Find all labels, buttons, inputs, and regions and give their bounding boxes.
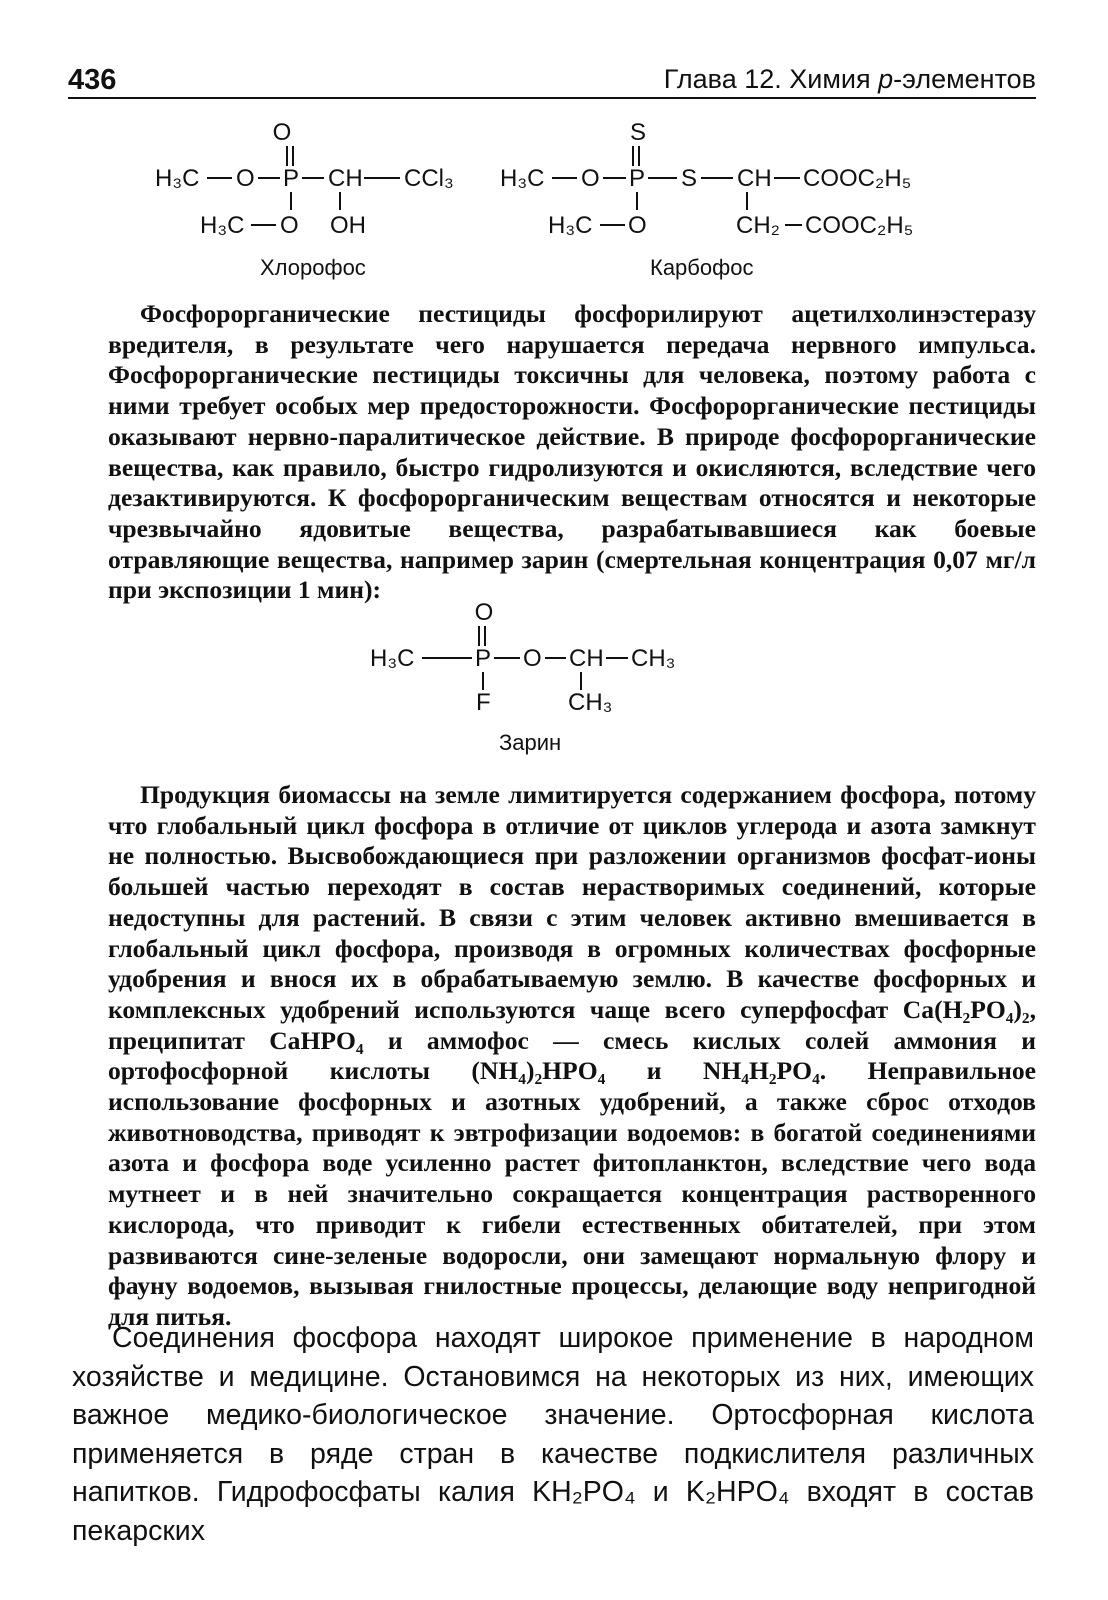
karbofos-o-link: O [581,165,600,192]
chlorofos-p: P [283,165,300,192]
karbofos-cooc2h5: COOC₂H₅ [803,165,912,192]
formula-sarin [0,0,1108,760]
sarin-p: P [475,645,492,672]
sarin-ch3: CH₃ [631,645,676,672]
karbofos-ch: CH [737,165,772,192]
karbofos-o-2: O [628,212,647,239]
sarin-caption: Зарин [499,730,562,755]
karbofos-caption: Карбофос [650,255,754,280]
paragraph-applications: Соединения фосфора находят широкое применение в народном хозяйстве и медицине. Остановимся на некоторых из них, имеющих важное медико-биологическое значение. Ортосфорная кислота применяется в ряде стран в качестве подкислителя различных напитков. Гидрофосфаты калия KH₂PO₄ и K₂HPO₄ входят в состав пекарских [72,1322,1034,1547]
chlorofos-h3c: H₃C [155,165,200,192]
karbofos-s-link: S [681,165,698,192]
sarin-o-link: O [523,645,542,672]
chlorofos-o-top: O [272,119,292,146]
sarin-o-top: O [474,599,494,626]
karbofos-ch2: CH₂ [736,212,780,239]
running-head-suffix: -элементов [893,64,1036,94]
karbofos-p: P [629,165,646,192]
page-number: 436 [68,64,117,96]
paragraph-biomass: Продукция биомассы на земле лимитируется содержанием фосфора, потому что глобальный цикл фосфора в отличие от циклов углерода и азота замкнут не полностью. Высвобождающиеся при разложении организмов фосфат-ионы большей частью переходят в состав нерастворимых соединений, которые недоступны для растений. В связи с этим человек активно вмешивается в глобальный цикл фосфора, производя в огромных количествах фосфорные удобрения и внося их в обрабатываемую землю. В качестве фосфорных и комплексных удобрений используются чаще всего суперфосфат Ca(H₂PO₄)₂, преципитат CaHPO₄ и аммофос — смесь кислых солей аммония и ортофосфорной кислоты (NH₄)₂HPO₄ и NH₄H₂PO₄. Неправильное использование фосфорных и азотных удобрений, а также сброс отходов животноводства, приводят к эвтрофизации водоемов: в богатой соединениями азота и фосфора воде усиленно растет фитопланктон, вследствие чего вода мутнеет и в ней значительно сокращается концентрация растворенного кислорода, что приводит к гибели естественных обитателей, при этом развиваются сине-зеленые водоросли, они замещают нормальную флору и фауну водоемов, вызывая гнилостные процессы, делающие воду непригодной для питья. [108,780,1036,1331]
chlorofos-o-link: O [236,165,255,192]
karbofos-s-top: S [629,119,647,146]
karbofos-cooc2h5-2: COOC₂H₅ [805,212,914,239]
chlorofos-h3c-2: H₃C [200,212,245,239]
karbofos-h3c-2: H₃C [548,212,593,239]
sarin-h3c: H₃C [370,645,415,672]
chlorofos-o-2: O [280,212,299,239]
sarin-structure [370,599,675,755]
sarin-ch: CH [569,645,604,672]
running-head-prefix: Глава 12. Химия [663,64,879,94]
karbofos-h3c: H₃C [500,165,545,192]
sarin-ch3-2: CH₃ [568,689,613,716]
chlorofos-ch: CH [328,165,363,192]
chlorofos-ccl3: CCl₃ [404,165,454,192]
paragraph-pesticides: Фосфорорганические пестициды фосфорилируют ацетилхолинэстеразу вредителя, в результате чего нарушается передача нервного импульса. Фосфорорганические пестициды токсичны для человека, поэтому работа с ними требует особых мер предосторожности. Фосфорорганические пестициды оказывают нервно-паралитическое действие. В природе фосфорорганические вещества, как правило, быстро гидролизуются и окисляются, вследствие чего дезактивируются. К фосфорорганическим веществам относятся и некоторые чрезвычайно ядовитые вещества, разрабатывавшиеся как боевые отравляющие вещества, например зарин (смертельная концентрация 0,07 мг/л при экспозиции 1 мин): [108,299,1036,605]
chlorofos-caption: Хлорофос [260,255,366,280]
sarin-f: F [476,689,491,716]
running-head-italic: p [878,64,894,94]
chlorofos-oh: OH [330,212,366,239]
